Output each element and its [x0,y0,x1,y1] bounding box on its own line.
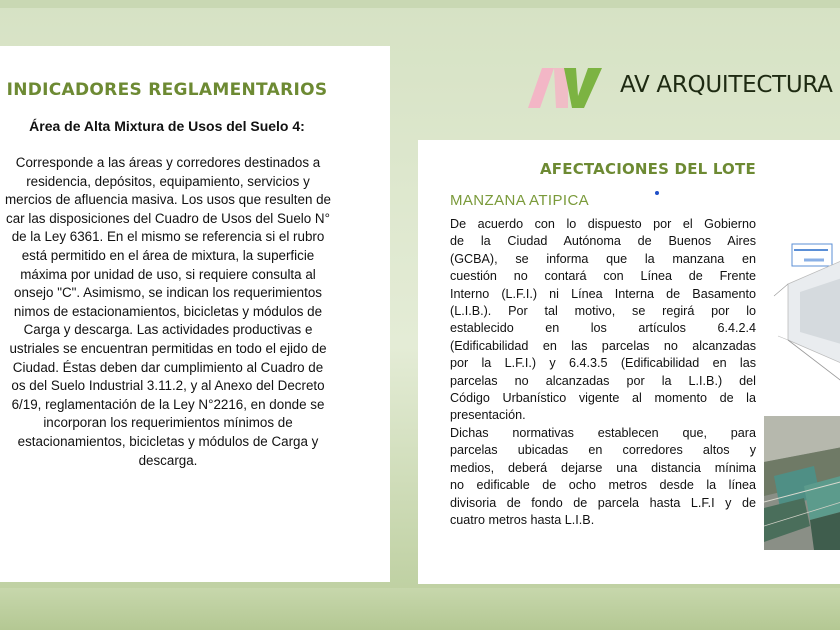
right-body-line: de la Ciudad Autónoma de Buenos Aires [450,234,756,249]
left-body-line: os del Suelo Industrial 3.11.2, y al Anexo del Decreto [11,378,325,394]
right-body-line: cuestión no contará con Línea de Frente [450,269,756,284]
right-body-line: Código Urbanístico vigente al momento de la [450,391,756,406]
left-body-line: car las disposiciones del Cuadro de Usos del Suelo N° [6,210,330,226]
left-body-line: mercios de afluencia masiva. Los usos que resulten de [4,192,332,208]
left-body-line: ustriales se encuentran permitidas en todo el ejido de [9,340,327,356]
right-body-line: (GCBA), se informa que la manzana en [450,251,756,266]
av-logo-icon [524,62,606,112]
right-body-line: cuatro metros hasta L.I.B. [450,512,595,527]
right-body-line: por la L.F.I.) y 6.4.3.5 (Edificabilidad en las [450,356,756,371]
left-body-line: Carga y descarga. Las actividades productivas e [23,322,313,338]
left-body-line: máxima por unidad de uso, si requiere consulta al [20,266,316,282]
left-panel-subtitle: Área de Alta Mixtura de Usos del Suelo 4: [29,118,305,134]
top-band [0,0,840,8]
left-body-line: incorporan los requerimientos mínimos de [43,415,293,431]
left-body-line: Corresponde a las áreas y corredores destinados a [15,155,321,170]
left-body-line: de la Ley 6361. En el mismo se referencia si el rubro [11,229,325,245]
right-body-line: parcelas no alcanzadas por la L.I.B.) del [450,373,756,388]
right-panel-subtitle: MANZANA ATIPICA [450,192,590,209]
right-body-line: Dichas normativas establecen que, para [450,425,756,440]
brand-logo [524,62,840,112]
aerial-photo-image [764,416,840,550]
right-body-line: divisoria de fondo de parcela hasta L.F.I y de [450,495,756,510]
left-panel-title: INDICADORES REGLAMENTARIOS [6,80,328,100]
left-panel-body [0,154,362,470]
left-body-line: descarga. [138,452,198,468]
left-body-line: nimos de estacionamientos, bicicletas y módulos de [13,303,323,319]
left-body-line: estacionamientos, bicicletas y módulos de Carga y [17,433,319,449]
right-body-line: no edificable de ocho metros desde la línea [450,478,756,493]
left-body-line: onsejo "C". Asimismo, se indican los requerimientos [14,285,322,301]
left-body-line: residencia, depósitos, equipamiento, servicios y [26,173,310,189]
right-body-line: medios, deberá dejarse una distancia mínima [450,460,756,475]
right-panel-afectaciones [418,140,840,584]
right-body-line: establecido en los artículos 6.4.2.4 [450,321,756,336]
left-body-line: 6/19, reglamentación de la Ley N°2216, en donde se [11,396,325,412]
right-body-line: Interno (L.F.I.) ni Línea Interna de Basamento [450,286,756,301]
right-panel-title: AFECTACIONES DEL LOTE [540,160,756,178]
right-body-line: parcelas ubicadas en corredores altos y [450,443,756,458]
bottom-band [0,588,840,630]
lot-diagram-image [764,236,840,396]
right-body-line: De acuerdo con lo dispuesto por el Gobierno [450,217,756,231]
blue-dot-marker [655,191,659,195]
brand-name: AV ARQUITECTURA [620,72,833,98]
right-panel-body [450,216,756,529]
right-body-line: (L.I.B.). Por tal motivo, se regirá por lo [450,304,756,319]
left-body-line: está permitido en el área de mixtura, la superficie [21,247,315,263]
left-panel-indicadores [0,46,390,582]
left-body-line: Ciudad. Éstas deben dar cumplimiento al Cuadro de [12,359,324,375]
right-body-line: (Edificabilidad en las parcelas no alcanzadas [450,338,756,353]
right-body-line: presentación. [450,408,526,423]
